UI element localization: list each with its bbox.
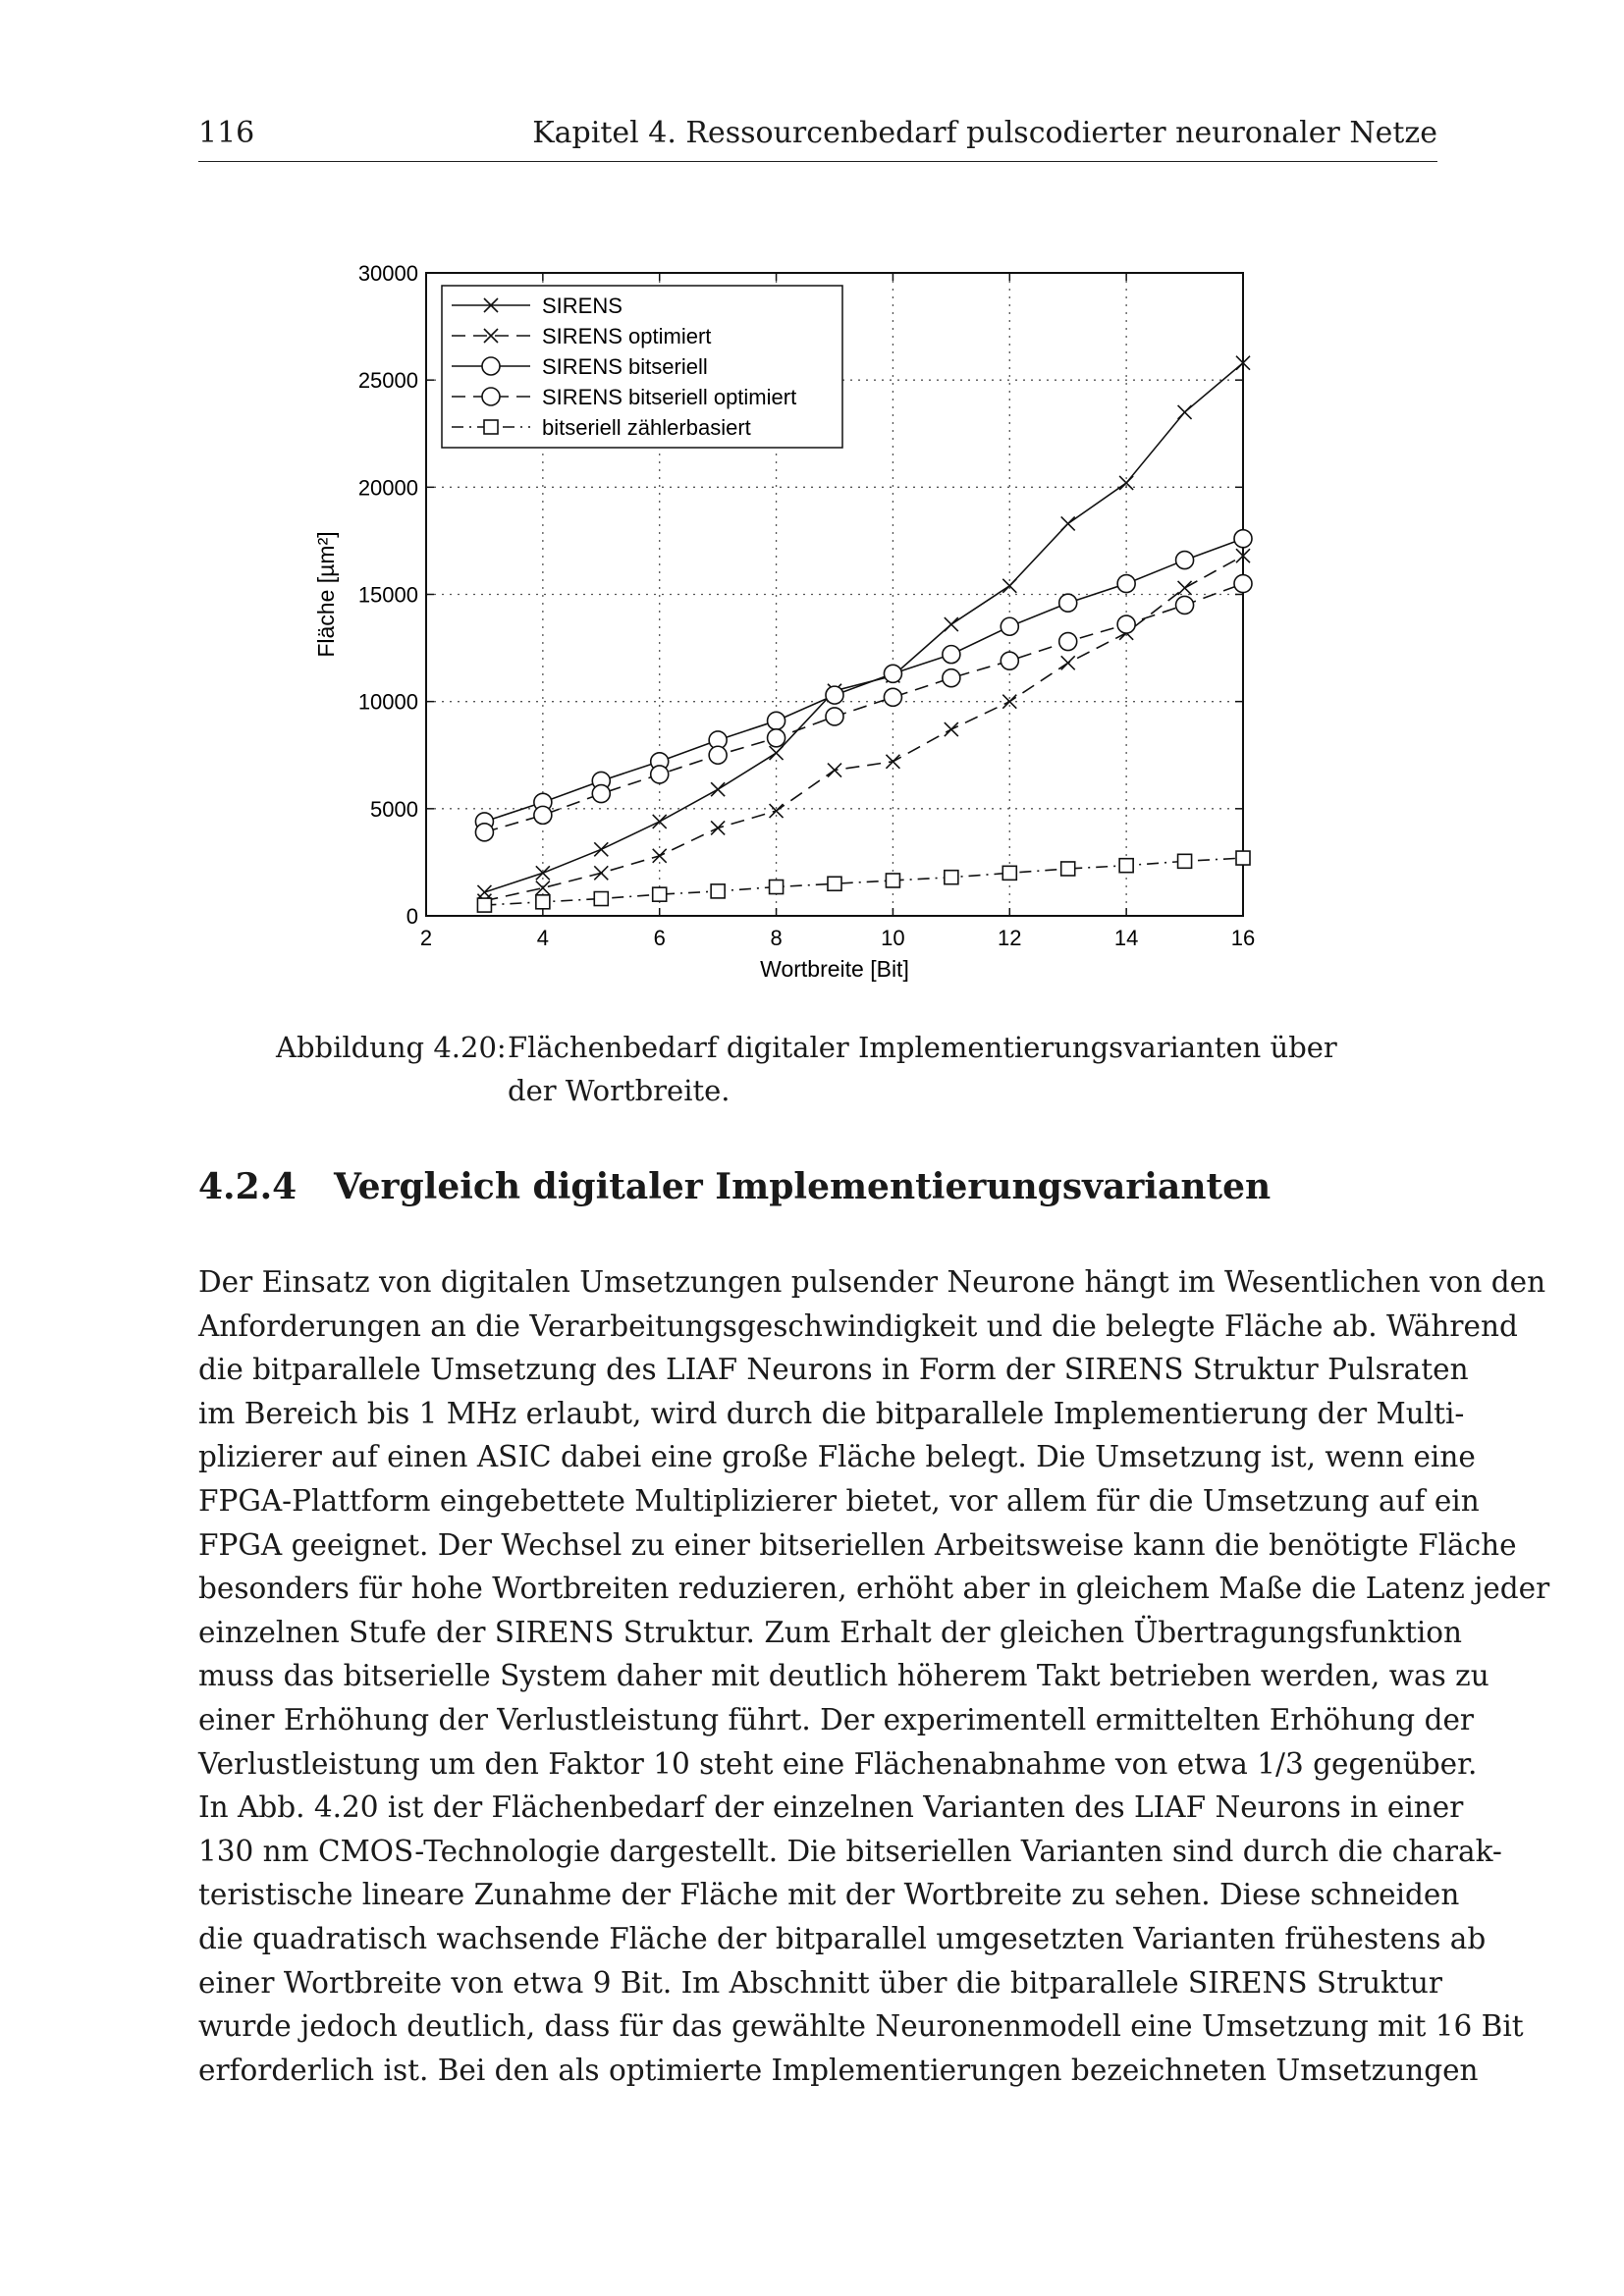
data-point (1178, 405, 1192, 419)
y-tick-label: 30000 (357, 261, 418, 286)
x-tick-label: 6 (653, 926, 666, 950)
page-number: 116 (198, 116, 255, 150)
data-point (1061, 516, 1075, 530)
y-tick-label: 15000 (357, 582, 418, 608)
data-point (536, 895, 550, 909)
data-point (711, 821, 725, 834)
paragraph-line: muss das bitserielle System daher mit deutlich höherem Takt betrieben werden, was zu (198, 1659, 1489, 1693)
data-point (826, 708, 843, 725)
data-point (1117, 615, 1135, 633)
paragraph-line: teristische lineare Zunahme der Fläche mit der Wortbreite zu sehen. Diese schneiden (198, 1878, 1460, 1912)
data-point (1234, 530, 1252, 548)
section-number: 4.2.4 (198, 1166, 298, 1207)
paragraph-line: Anforderungen an die Verarbeitungsgeschwindigkeit und die belegte Fläche ab. Während (198, 1308, 1518, 1343)
data-point (711, 884, 725, 898)
data-point (1059, 633, 1077, 651)
data-point (1234, 575, 1252, 593)
data-point (594, 866, 608, 880)
section-title: Vergleich digitaler Implementierungsvarianten (334, 1166, 1272, 1207)
figure-caption (276, 1026, 1376, 1112)
data-point (653, 815, 667, 828)
data-point (709, 746, 727, 764)
data-point (884, 688, 901, 706)
x-tick-label: 12 (998, 926, 1022, 950)
paragraph-line: plizierer auf einen ASIC dabei eine große Fläche belegt. Die Umsetzung ist, wenn eine (198, 1440, 1476, 1474)
paragraph-line: Der Einsatz von digitalen Umsetzungen pulsender Neurone hängt im Wesentlichen von den (198, 1265, 1546, 1299)
data-point (592, 785, 610, 803)
x-tick-label: 10 (881, 926, 905, 950)
y-axis-label: Fläche [µm²] (313, 531, 339, 658)
data-point (1178, 581, 1192, 595)
paragraph-line: In Abb. 4.20 ist der Flächenbedarf der einzelnen Varianten des LIAF Neurons in einer (198, 1790, 1464, 1825)
data-point (1178, 854, 1192, 868)
data-point (475, 824, 493, 841)
data-point (770, 746, 784, 760)
series-4 (477, 851, 1250, 912)
legend-label: SIRENS (542, 294, 623, 318)
x-tick-label: 16 (1230, 926, 1256, 950)
area-chart-figure (295, 253, 1276, 999)
legend-marker (482, 388, 500, 405)
series-1 (477, 549, 1250, 908)
paragraph-line: 130 nm CMOS-Technologie dargestellt. Die bitseriellen Varianten sind durch die charak- (198, 1834, 1502, 1868)
series-line (484, 556, 1243, 901)
data-point (594, 842, 608, 856)
data-point (884, 665, 901, 682)
paragraph-line: die quadratisch wachsende Fläche der bitparallel umgesetzten Varianten frühestens ab (198, 1921, 1487, 1955)
data-point (653, 849, 667, 863)
data-point (653, 887, 667, 901)
data-point (536, 881, 550, 895)
legend-label: SIRENS bitseriell (542, 354, 708, 379)
data-point (1002, 866, 1016, 880)
data-point (711, 782, 725, 796)
paragraph-line: einer Wortbreite von etwa 9 Bit. Im Abschnitt über die bitparallele SIRENS Struktur (198, 1965, 1442, 2000)
data-point (1001, 617, 1018, 635)
data-point (1059, 594, 1077, 612)
data-point (1061, 656, 1075, 669)
y-tick-label: 20000 (357, 475, 418, 501)
paragraph-line: besonders für hohe Wortbreiten reduzieren, erhöht aber in gleichem Maße die Latenz jeder (198, 1572, 1550, 1606)
data-point (770, 881, 784, 894)
series-2 (475, 530, 1252, 830)
y-tick-label: 25000 (357, 368, 418, 394)
data-point (945, 722, 958, 736)
data-point (828, 877, 841, 890)
data-point (534, 806, 552, 824)
x-tick-label: 4 (536, 926, 549, 950)
data-point (886, 874, 899, 887)
paragraph-line: FPGA geeignet. Der Wechsel zu einer bitseriellen Arbeitsweise kann die benötigte Fläche (198, 1527, 1517, 1562)
running-header (198, 116, 1437, 162)
body-paragraph (198, 1260, 1550, 2092)
data-point (945, 871, 958, 884)
x-axis-label: Wortbreite [Bit] (760, 956, 909, 982)
paragraph-line: einer Erhöhung der Verlustleistung führt. Der experimentell ermittelten Erhöhung der (198, 1702, 1475, 1736)
y-tick-label: 0 (406, 904, 418, 929)
data-point (477, 898, 491, 912)
data-point (945, 617, 958, 631)
caption-text: Flächenbedarf digitaler Implementierungsvarianten über der Wortbreite. (508, 1031, 1337, 1107)
legend-marker (484, 420, 498, 434)
x-tick-label: 14 (1113, 926, 1139, 950)
legend-marker (482, 357, 500, 375)
series-3 (475, 575, 1252, 841)
legend-label: bitseriell zählerbasiert (542, 415, 751, 440)
paragraph-line: erforderlich ist. Bei den als optimierte Implementierungen bezeichneten Umsetzungen (198, 2053, 1479, 2087)
data-point (1119, 859, 1133, 873)
legend-label: SIRENS optimiert (542, 324, 712, 348)
data-point (1176, 596, 1194, 614)
data-point (1117, 575, 1135, 593)
paragraph-line: die bitparallele Umsetzung des LIAF Neurons in Form der SIRENS Struktur Pulsraten (198, 1353, 1469, 1387)
data-point (651, 766, 669, 783)
data-point (1236, 851, 1250, 865)
data-point (768, 712, 785, 729)
data-point (943, 669, 960, 687)
paragraph-line: FPGA-Plattform eingebettete Multiplizierer bietet, vor allem für die Umsetzung auf ein (198, 1483, 1480, 1518)
section-heading (198, 1166, 1437, 1207)
x-tick-label: 8 (770, 926, 783, 950)
data-point (768, 729, 785, 747)
x-tick-label: 2 (419, 926, 433, 950)
caption-label: Abbildung 4.20: (276, 1031, 507, 1064)
data-point (594, 892, 608, 906)
legend-label: SIRENS bitseriell optimiert (542, 385, 797, 409)
data-point (1061, 862, 1075, 876)
data-point (1001, 652, 1018, 669)
paragraph-line: wurde jedoch deutlich, dass für das gewählte Neuronenmodell eine Umsetzung mit 16 Bit (198, 2009, 1524, 2044)
paragraph-line: im Bereich bis 1 MHz erlaubt, wird durch die bitparallele Implementierung der Multi- (198, 1396, 1465, 1430)
y-tick-label: 10000 (357, 689, 418, 715)
data-point (943, 646, 960, 664)
chapter-title: Kapitel 4. Ressourcenbedarf pulscodierter neuronaler Netze (532, 116, 1437, 150)
data-point (826, 686, 843, 704)
legend (442, 286, 842, 448)
y-tick-label: 5000 (370, 796, 418, 822)
data-point (828, 764, 841, 777)
paragraph-line: Verlustleistung um den Faktor 10 steht eine Flächenabnahme von etwa 1/3 gegenüber. (198, 1746, 1478, 1781)
data-point (886, 755, 899, 769)
paragraph-line: einzelnen Stufe der SIRENS Struktur. Zum Erhalt der gleichen Übertragungsfunktion (198, 1615, 1463, 1649)
data-point (1176, 552, 1194, 569)
